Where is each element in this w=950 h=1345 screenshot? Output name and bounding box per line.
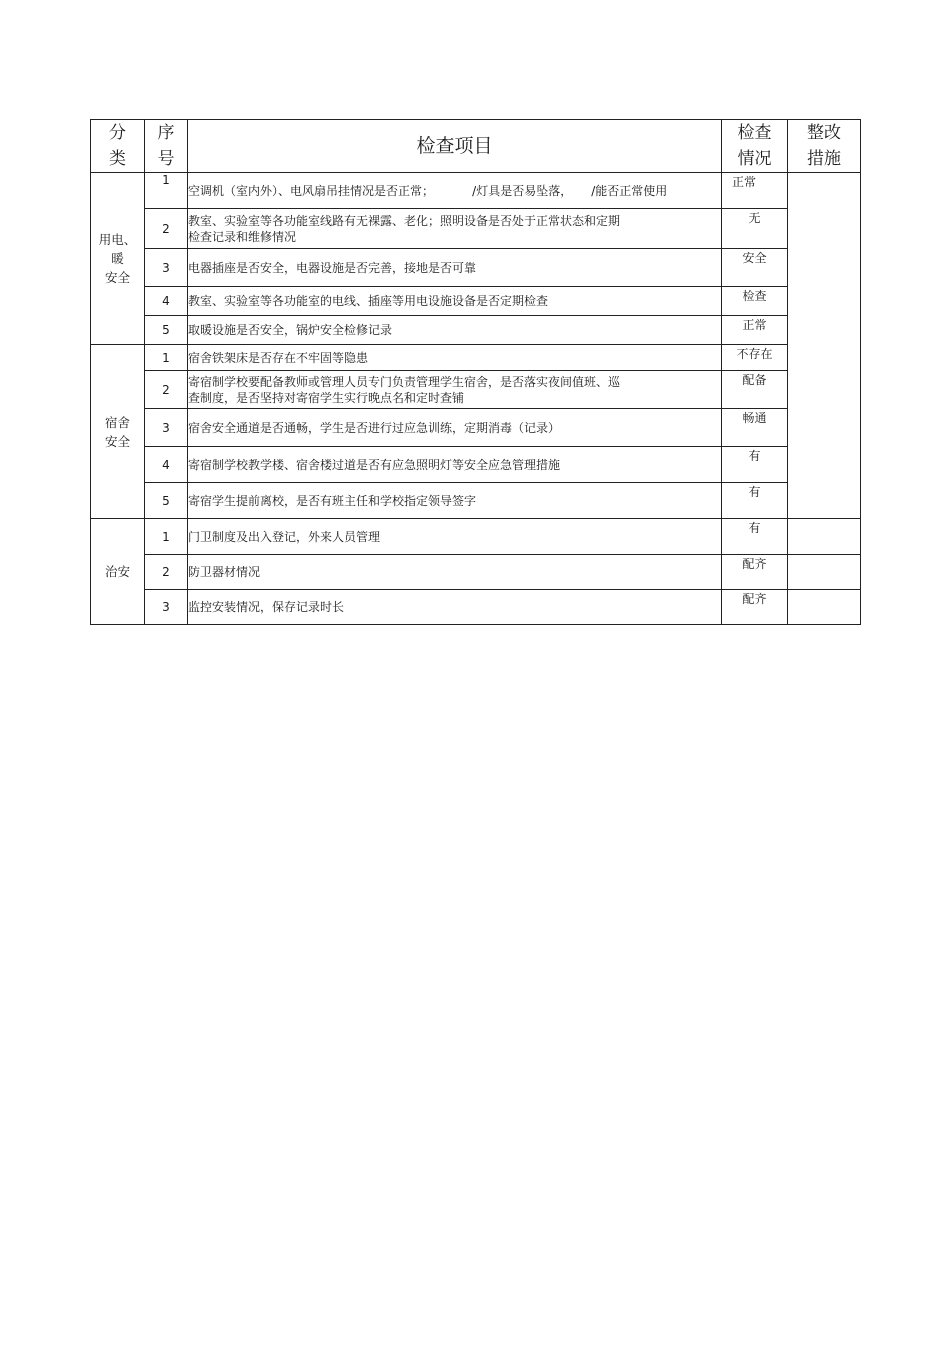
header-status-line: 情况 bbox=[737, 149, 772, 169]
rectify-cell bbox=[788, 519, 861, 555]
category-line: 用电、 bbox=[98, 232, 137, 247]
status-cell: 有 bbox=[722, 519, 788, 555]
status-cell: 有 bbox=[722, 483, 788, 519]
header-rectify bbox=[788, 120, 861, 173]
item-text: 寄宿制学校要配备教师或管理人员专门负责管理学生宿舍，是否落实夜间值班、巡 bbox=[188, 374, 621, 389]
status-cell: 正常 bbox=[722, 316, 788, 345]
item-cell bbox=[188, 316, 722, 345]
item-text: 教室、实验室等各功能室的电线、插座等用电设施设备是否定期检查 bbox=[188, 294, 549, 308]
item-text: 检查记录和维修情况 bbox=[188, 229, 297, 244]
category-cell bbox=[91, 519, 145, 625]
row-number: 3 bbox=[145, 249, 188, 287]
item-text: 宿舍安全通道是否通畅，学生是否进行过应急训练，定期消毒（记录） bbox=[188, 420, 561, 435]
header-number-line: 序 bbox=[157, 123, 175, 143]
item-cell bbox=[188, 209, 722, 249]
item-text: 寄宿学生提前离校，是否有班主任和学校指定领导签字 bbox=[188, 493, 477, 508]
row-number: 5 bbox=[145, 316, 188, 345]
header-status bbox=[722, 120, 788, 173]
status-cell: 配齐 bbox=[722, 590, 788, 625]
item-text: 宿舍铁架床是否存在不牢固等隐患 bbox=[188, 350, 369, 365]
row-number: 3 bbox=[145, 590, 188, 625]
header-rectify-line: 措施 bbox=[807, 149, 841, 169]
item-cell bbox=[188, 409, 722, 447]
row-number: 1 bbox=[145, 173, 188, 209]
item-text: 教室、实验室等各功能室线路有无裸露、老化；照明设备是否处于正常状态和定期 bbox=[188, 213, 621, 228]
table-row bbox=[91, 409, 861, 447]
row-number: 2 bbox=[145, 209, 188, 249]
item-cell bbox=[188, 345, 722, 371]
rectify-cell bbox=[788, 590, 861, 625]
table-row bbox=[91, 173, 861, 209]
table-row bbox=[91, 345, 861, 371]
category-cell bbox=[91, 173, 145, 345]
item-text: 查制度，是否坚持对寄宿学生实行晚点名和定时查铺 bbox=[188, 390, 465, 405]
header-status-line: 检查 bbox=[737, 123, 772, 143]
item-text: 寄宿制学校教学楼、宿舍楼过道是否有应急照明灯等安全应急管理措施 bbox=[188, 457, 561, 472]
item-cell bbox=[188, 483, 722, 519]
category-line: 宿舍 bbox=[104, 414, 130, 430]
table-row bbox=[91, 287, 861, 316]
category-cell bbox=[91, 345, 145, 519]
table-row bbox=[91, 519, 861, 555]
header-item: 检查项目 bbox=[188, 120, 722, 173]
header-category-line: 分 bbox=[109, 123, 126, 143]
status-cell: 配齐 bbox=[722, 555, 788, 590]
item-cell bbox=[188, 519, 722, 555]
inspection-table bbox=[90, 119, 861, 625]
item-cell bbox=[188, 447, 722, 483]
rectify-cell bbox=[788, 173, 861, 519]
row-number: 4 bbox=[145, 287, 188, 316]
table-row bbox=[91, 483, 861, 519]
category-line: 安全 bbox=[104, 270, 130, 285]
item-text: 门卫制度及出入登记，外来人员管理 bbox=[188, 529, 381, 544]
header-number bbox=[145, 120, 188, 173]
row-number: 2 bbox=[145, 371, 188, 409]
header-category-line: 类 bbox=[109, 149, 126, 169]
item-cell bbox=[188, 249, 722, 287]
status-cell: 不存在 bbox=[722, 345, 788, 371]
header-row bbox=[91, 120, 861, 173]
table-row bbox=[91, 555, 861, 590]
status-cell: 配备 bbox=[722, 371, 788, 409]
category-line: 安全 bbox=[104, 433, 130, 449]
header-rectify-line: 整改 bbox=[807, 123, 841, 143]
table-row bbox=[91, 316, 861, 345]
item-cell bbox=[188, 287, 722, 316]
rectify-cell bbox=[788, 555, 861, 590]
status-cell: 有 bbox=[722, 447, 788, 483]
status-cell: 正常 bbox=[722, 173, 788, 209]
row-number: 3 bbox=[145, 409, 188, 447]
item-cell bbox=[188, 555, 722, 590]
item-text: 监控安装情况，保存记录时长 bbox=[188, 600, 345, 614]
status-cell: 无 bbox=[722, 209, 788, 249]
item-text: 取暖设施是否安全，锅炉安全检修记录 bbox=[188, 323, 393, 337]
item-cell bbox=[188, 173, 722, 209]
table-row bbox=[91, 590, 861, 625]
category-line: 治安 bbox=[104, 564, 130, 579]
status-cell: 安全 bbox=[722, 249, 788, 287]
item-text: 防卫器材情况 bbox=[188, 565, 261, 579]
status-cell: 检查 bbox=[722, 287, 788, 316]
item-text: 电器插座是否安全，电器设施是否完善，接地是否可靠 bbox=[188, 260, 477, 275]
row-number: 5 bbox=[145, 483, 188, 519]
table-row bbox=[91, 371, 861, 409]
status-cell: 畅通 bbox=[722, 409, 788, 447]
row-number: 2 bbox=[145, 555, 188, 590]
table-row bbox=[91, 249, 861, 287]
item-cell bbox=[188, 371, 722, 409]
item-cell bbox=[188, 590, 722, 625]
row-number: 1 bbox=[145, 519, 188, 555]
table-row bbox=[91, 209, 861, 249]
item-text: 空调机（室内外）、电风扇吊挂情况是否正常； /灯具是否易坠落， /能否正常使用 bbox=[188, 183, 668, 198]
category-line: 暖 bbox=[111, 251, 124, 266]
table-row bbox=[91, 447, 861, 483]
row-number: 1 bbox=[145, 345, 188, 371]
row-number: 4 bbox=[145, 447, 188, 483]
header-number-line: 号 bbox=[157, 149, 175, 169]
header-category bbox=[91, 120, 145, 173]
